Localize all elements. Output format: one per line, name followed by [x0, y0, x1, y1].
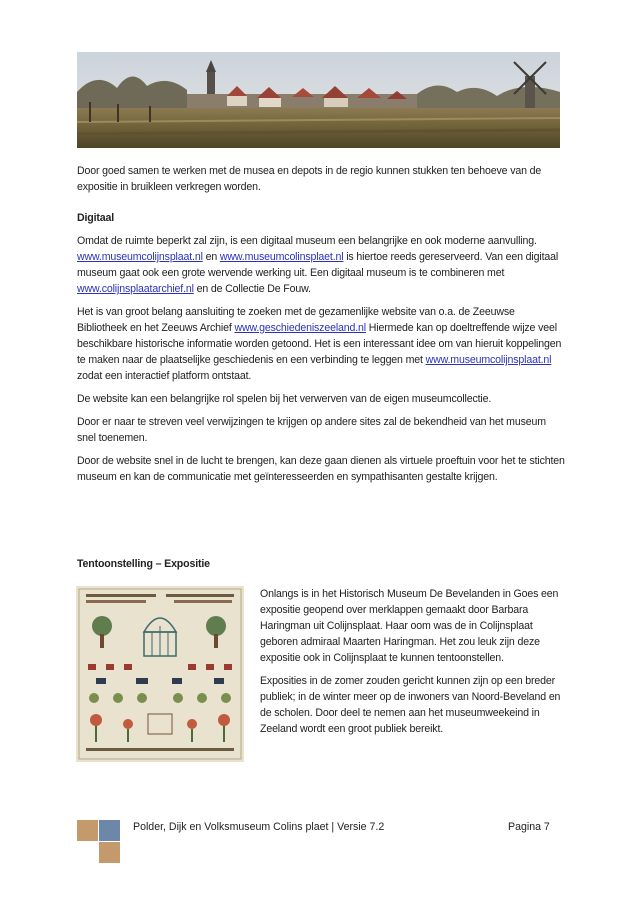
heading-tentoonstelling: Tentoonstelling – Expositie — [77, 558, 210, 570]
tentoonstelling-paragraph-2: Exposities in de zomer zouden gericht kunnen zijn op een breder publiek; in de winter meer op de inwoners van Noord-Beveland en de scholen. Door deel te nemen aan het museumweekeind in Zeeland wordt een groot publiek bereikt. — [260, 675, 561, 735]
tentoonstelling-paragraph-1: Onlangs is in het Historisch Museum De Bevelanden in Goes een expositie geopend over merklappen gemaakt door Barbara Haringman uit Colijnsplaat. Haar oom was de in Colijnsplaat geboren admiraal Maarten Haringman. Het zou leuk zijn deze expositie ook in Colijnsplaat te kunnen tentoonstellen. — [260, 588, 559, 664]
link-colijnsplaatarchief[interactable]: www.colijnsplaatarchief.nl — [77, 283, 194, 295]
link-museumcolijnsplaat[interactable]: www.museumcolijnsplaat.nl — [77, 251, 203, 263]
link-geschiedeniszeeland[interactable]: www.geschiedeniszeeland.nl — [234, 322, 366, 334]
tentoonstelling-text — [260, 586, 570, 737]
intro-text: Door goed samen te werken met de musea en depots in de regio kunnen stukken ten behoeve van de expositie in bruikleen verkregen worden. — [77, 165, 542, 193]
digitaal-paragraph-1 — [77, 233, 567, 297]
section-digitaal — [77, 210, 567, 485]
digitaal-p1-text-d: en de Collectie De Fouw. — [193, 283, 311, 295]
digitaal-paragraph-3: De website kan een belangrijke rol spelen bij het verwerven van de eigen museumcollectie. — [77, 393, 492, 405]
footer-square-tan-2 — [99, 842, 120, 863]
banner-landscape-photo — [77, 52, 560, 148]
digitaal-p1-text-b: en — [202, 251, 220, 263]
digitaal-paragraph-2 — [77, 304, 567, 384]
footer-square-tan-1 — [77, 820, 98, 841]
digitaal-p2-text-a: Het is van groot belang aansluiting te zoeken met de gezamenlijke website van o.a. de Zeeuwse Bibliotheek en het Zeeuws Archief — [77, 306, 515, 334]
link-museumcolijnsplaat-2[interactable]: www.museumcolijnsplaat.nl — [425, 354, 552, 366]
digitaal-p2-text-b: Hiermede kan op doeltreffende wijze veel beschikbare historische informatie worden getoond. Het is een interessant idee om van hieruit koppelingen te maken naar de plaatselijke geschiedenis en een verbinding te leggen met — [77, 322, 562, 366]
section-tentoonstelling — [77, 556, 567, 572]
landscape-illustration — [77, 52, 560, 148]
merklap-sampler-image — [76, 586, 244, 762]
link-museumcolinsplaet[interactable]: www.museumcolinsplaet.nl — [219, 251, 344, 263]
footer-title: Polder, Dijk en Volksmuseum Colins plaet | Versie 7.2 — [133, 821, 385, 833]
digitaal-p1-text-a: Omdat de ruimte beperkt zal zijn, is een digitaal museum een belangrijke en ook moderne aanvulling. — [77, 235, 537, 247]
intro-paragraph — [77, 163, 567, 195]
digitaal-p1-text-c: is hiertoe reeds gereserveerd. Van een digitaal museum gaat ook een grote wervende werking uit. Een digitaal museum is te combineren met — [77, 251, 559, 279]
footer-logo-squares — [77, 820, 121, 864]
heading-digitaal: Digitaal — [77, 212, 115, 224]
footer-page-number: Pagina 7 — [508, 821, 550, 833]
digitaal-paragraph-4: Door er naar te streven veel verwijzingen te krijgen op andere sites zal de bekendheid van het museum snel toenemen. — [77, 416, 546, 444]
sampler-illustration — [76, 586, 244, 762]
digitaal-paragraph-5: Door de website snel in de lucht te brengen, kan deze gaan dienen als virtuele proeftuin voor het te stichten museum en kan de communicatie met geïnteresseerden en sympathisanten gestalte krijgen. — [77, 455, 565, 483]
footer-square-blue — [99, 820, 120, 841]
digitaal-p2-text-c: zodat een interactief platform ontstaat. — [77, 370, 252, 382]
